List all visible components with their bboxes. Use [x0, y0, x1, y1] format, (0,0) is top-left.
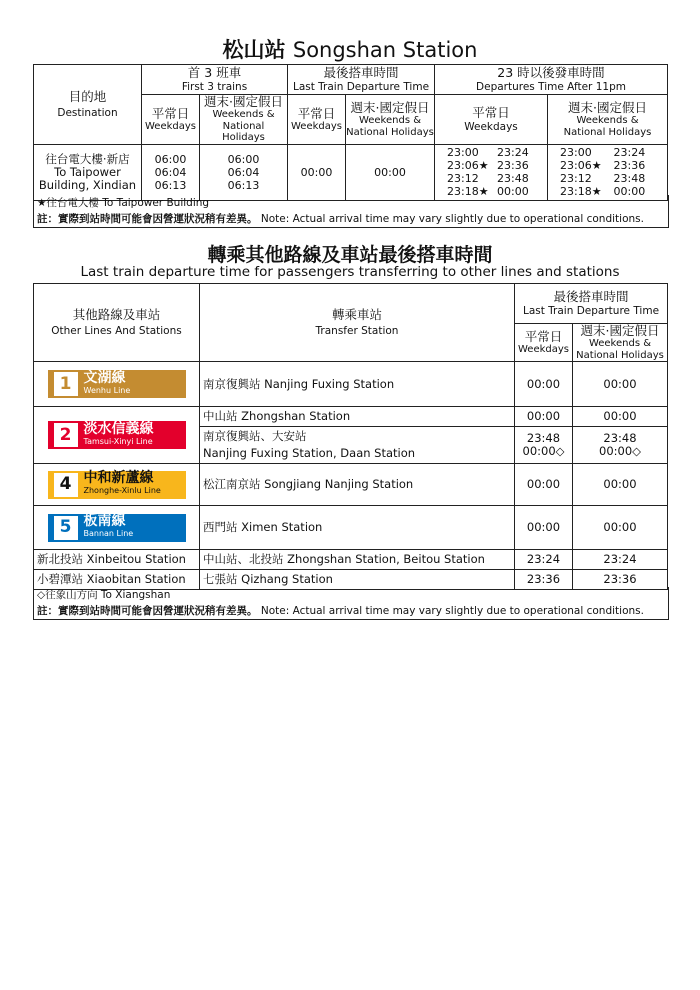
weekday-time: 23:48 00:00◇ — [515, 427, 573, 464]
weekday-header: 平常日 Weekdays — [288, 95, 346, 145]
last-weekend-time: 00:00 — [346, 144, 435, 200]
weekday-time: 23:36 — [515, 570, 573, 590]
weekday-time: 00:00 — [515, 464, 573, 506]
weekend-time: 00:00 — [573, 464, 668, 506]
line-badge-bannan: 5 板南線 Bannan Line — [34, 506, 200, 550]
weekend-time: 23:36 — [573, 570, 668, 590]
transfer-subtitle: Last train departure time for passengers transferring to other lines and stations — [80, 264, 620, 280]
transfer-station: 七張站 Qizhang Station — [200, 570, 515, 590]
weekday-time: 00:00 — [515, 362, 573, 407]
weekday-time: 00:00 — [515, 506, 573, 550]
table2-footnotes — [33, 587, 669, 620]
station-title — [0, 34, 700, 64]
first3-weekday-times: 06:00 06:04 06:13 — [142, 144, 200, 200]
branch-station-xinbeitou: 新北投站 Xinbeitou Station — [34, 550, 200, 570]
transfer-station: 南京復興站 Nanjing Fuxing Station — [200, 362, 515, 407]
transfer-station-header: 轉乘車站 Transfer Station — [200, 284, 515, 362]
diamond-footnote: ◇往象山方向 To Xiangshan — [37, 589, 171, 601]
transfer-station: 松江南京站 Songjiang Nanjing Station — [200, 464, 515, 506]
table1-footnotes — [33, 195, 669, 228]
station-title-zh: 松山站 — [222, 38, 286, 62]
last-train-header: 最後搭車時間 Last Train Departure Time — [515, 284, 668, 324]
transfer-timetable — [33, 283, 668, 590]
weekday-time: 00:00 — [515, 407, 573, 427]
weekday-time: 23:24 — [515, 550, 573, 570]
after11-weekend-times: 23:00 23:24 23:06★ 23:36 23:12 23:48 23:18★ 00:00 — [548, 144, 668, 200]
last-train-header: 最後搭車時間 Last Train Departure Time — [288, 65, 435, 95]
after-11pm-header: 23 時以後發車時間 Departures Time After 11pm — [435, 65, 668, 95]
first3-header: 首 3 班車 First 3 trains — [142, 65, 288, 95]
weekend-header: 週末·國定假日 Weekends & National Holidays — [200, 95, 288, 145]
weekend-header: 週末·國定假日 Weekends & National Holidays — [548, 95, 668, 145]
line-badge-wenhu: 1 文湖線 Wenhu Line — [34, 362, 200, 407]
weekend-time: 23:24 — [573, 550, 668, 570]
station-title-en: Songshan Station — [292, 38, 478, 62]
weekend-time: 23:48 00:00◇ — [573, 427, 668, 464]
destination-header: 目的地 Destination — [34, 65, 142, 145]
transfer-station: 西門站 Ximen Station — [200, 506, 515, 550]
transfer-title: 轉乘其他路線及車站最後搭車時間 — [207, 244, 493, 266]
arrival-note: 註：實際到站時間可能會因營運狀況稍有差異。 Note: Actual arrival time may vary slightly due to operational conditions. — [37, 605, 644, 617]
weekend-time: 00:00 — [573, 506, 668, 550]
destination-cell: 往台電大樓·新店 To Taipower Building, Xindian — [34, 144, 142, 200]
after11-weekday-times: 23:00 23:24 23:06★ 23:36 23:12 23:48 23:18★ 00:00 — [435, 144, 548, 200]
branch-station-xiaobitan: 小碧潭站 Xiaobitan Station — [34, 570, 200, 590]
transfer-station: 南京復興站、大安站 Nanjing Fuxing Station, Daan Station — [200, 427, 515, 464]
weekend-header: 週末·國定假日 Weekends & National Holidays — [573, 324, 668, 362]
weekday-header: 平常日 Weekdays — [142, 95, 200, 145]
weekend-time: 00:00 — [573, 407, 668, 427]
timetable-first-last — [33, 64, 668, 201]
transfer-station: 中山站 Zhongshan Station — [200, 407, 515, 427]
weekday-header: 平常日 Weekdays — [435, 95, 548, 145]
star-footnote: ★往台電大樓 To Taipower Building — [37, 197, 210, 209]
transfer-station: 中山站、北投站 Zhongshan Station, Beitou Station — [200, 550, 515, 570]
other-lines-header: 其他路線及車站 Other Lines And Stations — [34, 284, 200, 362]
weekday-header: 平常日 Weekdays — [515, 324, 573, 362]
first3-weekend-times: 06:00 06:04 06:13 — [200, 144, 288, 200]
weekend-time: 00:00 — [573, 362, 668, 407]
last-weekday-time: 00:00 — [288, 144, 346, 200]
weekend-header: 週末·國定假日 Weekends & National Holidays — [346, 95, 435, 145]
arrival-note: 註：實際到站時間可能會因營運狀況稍有差異。 Note: Actual arrival time may vary slightly due to operational conditions. — [37, 213, 644, 225]
line-badge-tamsui-xinyi: 2 淡水信義線 Tamsui-Xinyi Line — [34, 407, 200, 464]
line-badge-zhonghe-xinlu: 4 中和新蘆線 Zhonghe-Xinlu Line — [34, 464, 200, 506]
